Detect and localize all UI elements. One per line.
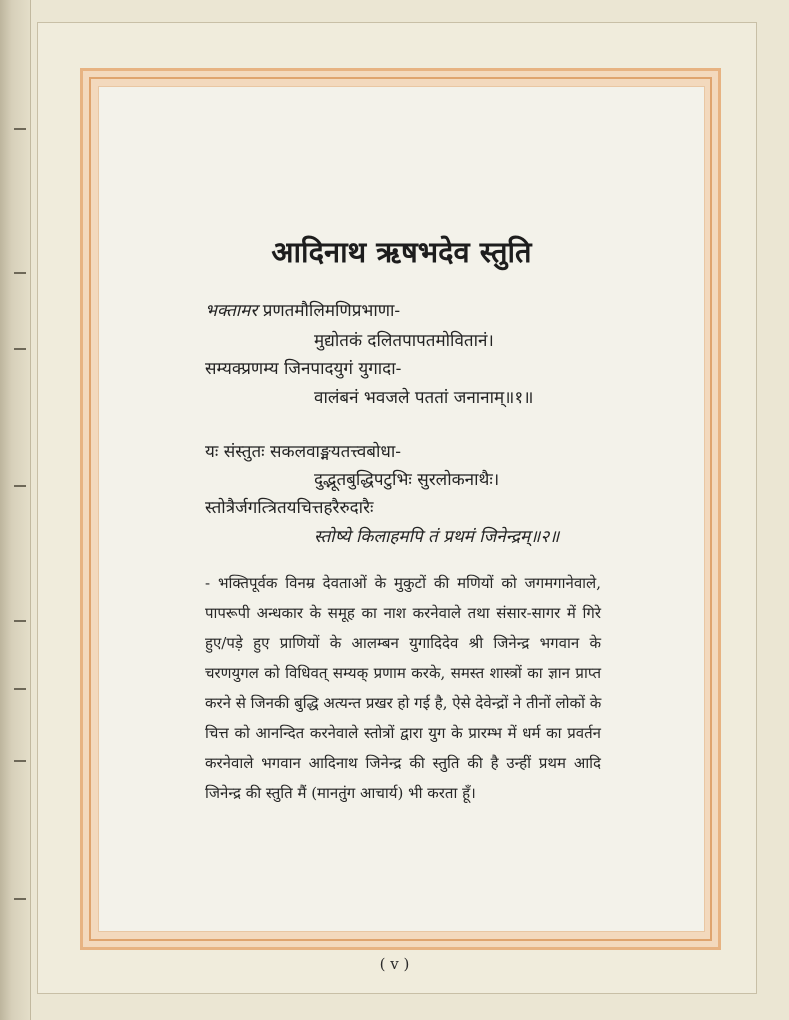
verse2-line4: स्तोष्ये किलाहमपि तं प्रथमं जिनेन्द्रम्॥२॥ <box>314 527 560 547</box>
meaning-line: करने से जिनकी बुद्धि अत्यन्त प्रखर हो गई है, ऐसे देवेन्द्रों ने तीनों लोकों के <box>205 694 602 712</box>
binding-stitch <box>14 898 26 900</box>
verse2-line3: स्तोत्रैर्जगत्त्रितयचित्तहरैरुदारैः <box>205 498 374 518</box>
meaning-line: जिनेन्द्र की स्तुति मैं (मानतुंग आचार्य) भी करता हूँ। <box>205 784 476 802</box>
verse1-line1-text: प्रणतमौलिमणिप्रभाणा- <box>262 301 401 321</box>
binding-stitch <box>14 688 26 690</box>
verse1-line3: सम्यक्प्रणम्य जिनपादयुगं युगादा- <box>205 359 402 379</box>
binding-stitch <box>14 485 26 487</box>
meaning-line: हुए/पड़े हुए प्राणियों के आलम्बन युगादिदेव श्री जिनेन्द्र भगवान के <box>205 634 601 652</box>
verse2-line2: दुद्भूतबुद्धिपटुभिः सुरलोकनाथैः। <box>314 470 500 490</box>
binding-stitch <box>14 348 26 350</box>
meaning-line: करनेवाले भगवान आदिनाथ जिनेन्द्र की स्तुति की है उन्हीं प्रथम आदि <box>205 754 601 772</box>
page-number: ( v ) <box>379 955 410 973</box>
meaning-line: चरणयुगल को विधिवत् सम्यक् प्रणाम करके, समस्त शास्त्रों का ज्ञान प्राप्त <box>205 664 601 682</box>
meaning-line: - भक्तिपूर्वक विनम्र देवताओं के मुकुटों की मणियों को जगमगानेवाले, <box>205 574 601 592</box>
meaning-line: पापरूपी अन्धकार के समूह का नाश करनेवाले तथा संसार-सागर में गिरे <box>205 604 601 622</box>
verse1-line1 <box>205 298 400 321</box>
verse-meaning <box>205 568 601 808</box>
binding-stitch <box>14 760 26 762</box>
binding-stitch <box>14 272 26 274</box>
binding-stitch <box>14 128 26 130</box>
verse1-line2: मुद्योतकं दलितपापतमोवितानं। <box>314 331 494 351</box>
binding-stitch <box>14 620 26 622</box>
meaning-line: चित्त को आनन्दित करनेवाले स्तोत्रों द्वारा युग के प्रारम्भ में धर्म का प्रवर्तन <box>205 724 601 742</box>
book-binding-edge <box>0 0 31 1020</box>
verse1-line4: वालंबनं भवजले पततां जनानाम्॥१॥ <box>314 388 534 408</box>
page-title: आदिनाथ ऋषभदेव स्तुति <box>271 235 532 269</box>
verse2-line1: यः संस्तुतः सकलवाङ्मयतत्त्वबोधा- <box>205 442 401 462</box>
verse1-lead-word: भक्तामर <box>205 301 258 321</box>
